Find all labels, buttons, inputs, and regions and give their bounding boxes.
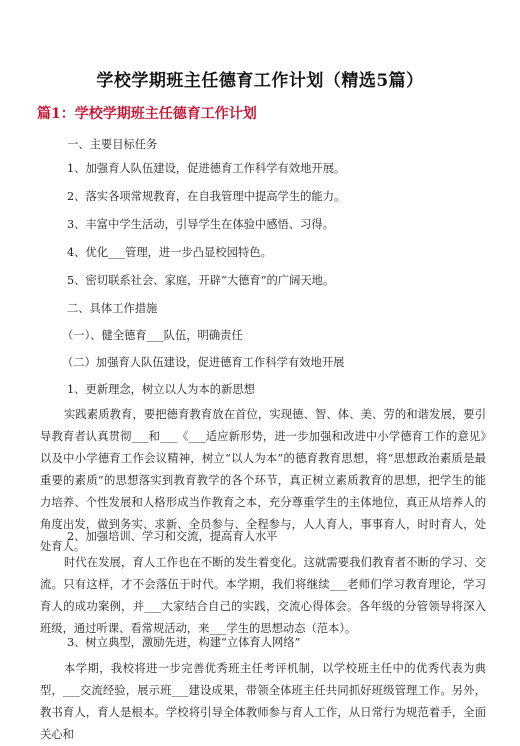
goal-item-4: 4、优化___管理，进一步凸显校园特色。 [67, 246, 272, 259]
goal-item-2: 2、落实各项常规教育，在自我管理中提高学生的能力。 [67, 190, 346, 203]
section-heading-goals: 一、主要目标任务 [67, 138, 158, 151]
subitem-heading-1: 1、更新理念，树立以人为本的新思想 [67, 383, 255, 396]
measure-item-2: （二）加强育人队伍建设，促进德育工作科学有效地开展 [62, 356, 345, 369]
body-paragraph-3: 本学期，我校将进一步完善优秀班主任考评机制，以学校班主任中的优秀代表为典型，___交流经验，展示班___建设成果，带领全体班主任共同抓好班级管理工作。另外，教书育人，育人是根本。学校将引导全体教师参与育人工作，从日常行为规范着手，全面关心和 [40, 662, 486, 741]
body-paragraph-2: 时代在发展，育人工作也在不断的发生着变化。这就需要我们教育者不断的学习、交流。只有这样，才不会落伍于时代。本学期，我们将继续___老师们学习教育理论，学习育人的成功案例，并___大家结合自己的实践，交流心得体会。各年级的分管领导将深入班级，通过听课、看常规活动，来___学生的思想动态（范本）。 [40, 556, 486, 635]
measure-item-1: （一）、健全德育___队伍，明确责任 [62, 329, 243, 342]
goal-item-1: 1、加强育人队伍建设，促进德育工作科学有效地开展。 [67, 162, 346, 175]
goal-item-3: 3、丰富中学生活动，引导学生在体验中感悟、习得。 [67, 218, 335, 231]
subitem-heading-2: 2、加强培训、学习和交流，提高育人水平 [67, 530, 278, 543]
body-paragraph-1: 实践素质教育，要把德育教育放在首位，实现德、智、体、美、劳的和谐发展，要引导教育者认真贯彻___和___《___适应新形势，进一步加强和改进中小学德育工作的意见》以及中小学德育工作会议精神，树立“以人为本”的德育教育思想，将“思想政治素质是最重要的素质”的思想落实到教育教学的各个环节，真正树立素质教育的思想，把学生的能力培养、个性发展和人格形成当作教育之本，充分尊重学生的主体地位，真正从培养人的角度出发，做到务实、求新、全员参与、全程参与，人人育人，事事育人，时时育人，处处育人。 [40, 408, 486, 553]
section-heading-measures: 二、具体工作措施 [67, 302, 158, 315]
goal-item-5: 5、密切联系社会、家庭，开辟“大德育”的广阔天地。 [67, 274, 335, 287]
subitem-heading-3: 3、树立典型，激励先进，构建“立体育人网络” [67, 636, 301, 649]
article-subtitle: 篇1：学校学期班主任德育工作计划 [37, 106, 257, 122]
page-title: 学校学期班主任德育工作计划（精选5篇） [96, 71, 424, 91]
